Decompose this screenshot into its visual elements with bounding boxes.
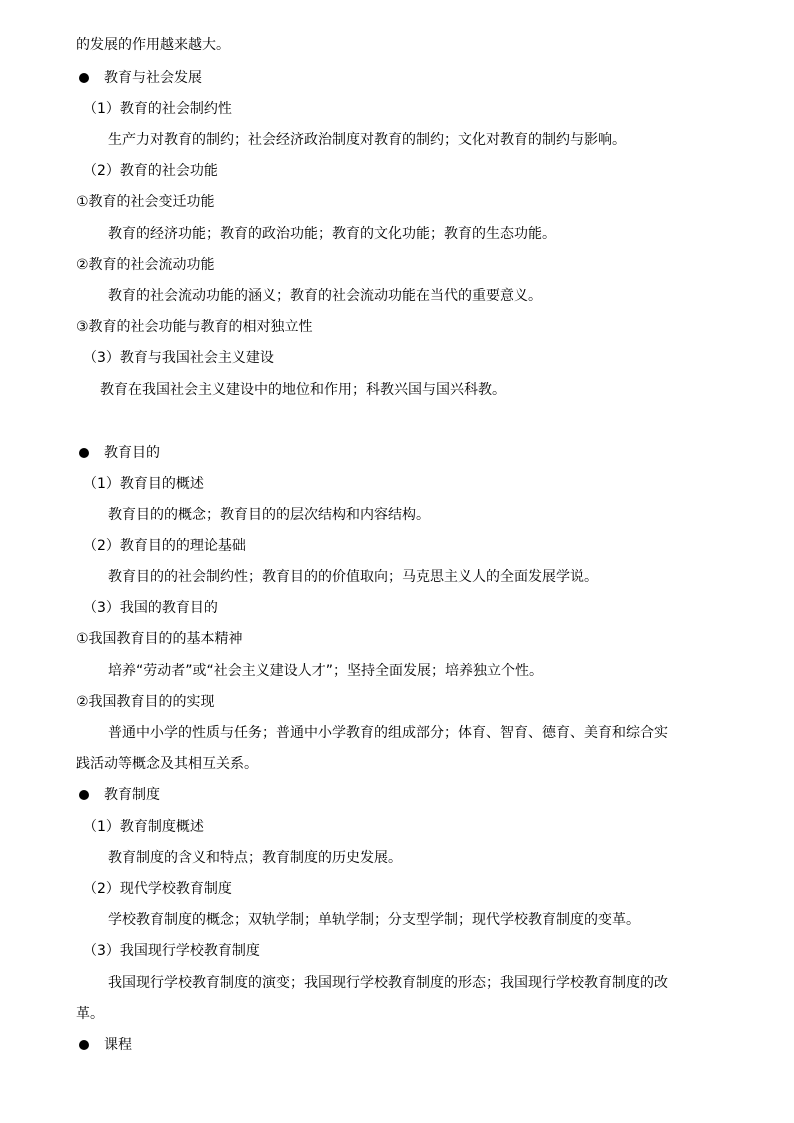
subsection-title: （3）我国现行学校教育制度 (83, 943, 260, 959)
bullet-icon (79, 1040, 89, 1050)
continuation-line (0, 752, 794, 776)
subsection-title: （3）我国的教育目的 (83, 600, 218, 616)
paragraph (0, 284, 794, 308)
paragraph-text: 我国现行学校教育制度的演变；我国现行学校教育制度的形态；我国现行学校教育制度的改 (108, 975, 668, 991)
paragraph (0, 846, 794, 870)
item-title: ③教育的社会功能与教育的相对独立性 (76, 319, 313, 335)
paragraph-text: 教育的社会流动功能的涵义；教育的社会流动功能在当代的重要意义。 (108, 288, 542, 304)
bullet-icon (79, 790, 89, 800)
item-heading (0, 190, 794, 214)
item-heading (0, 253, 794, 277)
paragraph (0, 971, 794, 995)
section-title: 教育目的 (104, 445, 160, 461)
subsection-heading (0, 939, 794, 963)
item-title: ①我国教育目的的基本精神 (76, 631, 243, 647)
paragraph-text: 学校教育制度的概念；双轨学制；单轨学制；分支型学制；现代学校教育制度的变革。 (108, 912, 640, 928)
item-title: ②教育的社会流动功能 (76, 257, 215, 273)
paragraph (0, 222, 794, 246)
bullet-icon (79, 73, 89, 83)
subsection-heading (0, 534, 794, 558)
subsection-title: （3）教育与我国社会主义建设 (83, 350, 274, 366)
section-heading (0, 1033, 794, 1057)
section-heading (0, 441, 794, 465)
continuation-line (0, 33, 794, 57)
paragraph-text: 教育在我国社会主义建设中的地位和作用；科教兴国与国兴科教。 (100, 382, 506, 398)
item-title: ①教育的社会变迁功能 (76, 194, 215, 210)
paragraph-text: 教育制度的含义和特点；教育制度的历史发展。 (108, 850, 402, 866)
subsection-title: （2）教育目的的理论基础 (83, 538, 246, 554)
subsection-title: （2）教育的社会功能 (83, 163, 218, 179)
paragraph (0, 565, 794, 589)
item-heading (0, 627, 794, 651)
subsection-title: （1）教育制度概述 (83, 819, 204, 835)
subsection-title: （1）教育目的概述 (83, 476, 204, 492)
subsection-title: （2）现代学校教育制度 (83, 881, 232, 897)
paragraph-text: 的发展的作用越来越大。 (76, 37, 230, 53)
paragraph-text: 践活动等概念及其相互关系。 (76, 756, 258, 772)
bullet-icon (79, 448, 89, 458)
subsection-heading (0, 596, 794, 620)
paragraph (0, 659, 794, 683)
paragraph (0, 721, 794, 745)
paragraph-text: 教育目的的社会制约性；教育目的的价值取向；马克思主义人的全面发展学说。 (108, 569, 598, 585)
subsection-heading (0, 159, 794, 183)
section-title: 课程 (104, 1037, 132, 1053)
subsection-heading (0, 877, 794, 901)
section-title: 教育制度 (104, 787, 160, 803)
item-heading (0, 690, 794, 714)
paragraph (0, 908, 794, 932)
paragraph (0, 503, 794, 527)
section-heading (0, 66, 794, 90)
paragraph-text: 革。 (76, 1006, 104, 1022)
paragraph-text: 教育的经济功能；教育的政治功能；教育的文化功能；教育的生态功能。 (108, 226, 556, 242)
subsection-heading (0, 97, 794, 121)
section-title: 教育与社会发展 (104, 70, 202, 86)
paragraph (0, 378, 794, 402)
paragraph-text: 培养“劳动者”或“社会主义建设人才”；坚持全面发展；培养独立个性。 (108, 663, 544, 679)
subsection-heading (0, 815, 794, 839)
subsection-heading (0, 346, 794, 370)
paragraph-text: 普通中小学的性质与任务；普通中小学教育的组成部分；体育、智育、德育、美育和综合实 (108, 725, 668, 741)
paragraph-text: 教育目的的概念；教育目的的层次结构和内容结构。 (108, 507, 430, 523)
paragraph-text: 生产力对教育的制约；社会经济政治制度对教育的制约；文化对教育的制约与影响。 (108, 132, 626, 148)
continuation-line (0, 1002, 794, 1026)
subsection-heading (0, 472, 794, 496)
item-title: ②我国教育目的的实现 (76, 694, 215, 710)
paragraph (0, 128, 794, 152)
item-heading (0, 315, 794, 339)
subsection-title: （1）教育的社会制约性 (83, 101, 232, 117)
section-heading (0, 783, 794, 807)
